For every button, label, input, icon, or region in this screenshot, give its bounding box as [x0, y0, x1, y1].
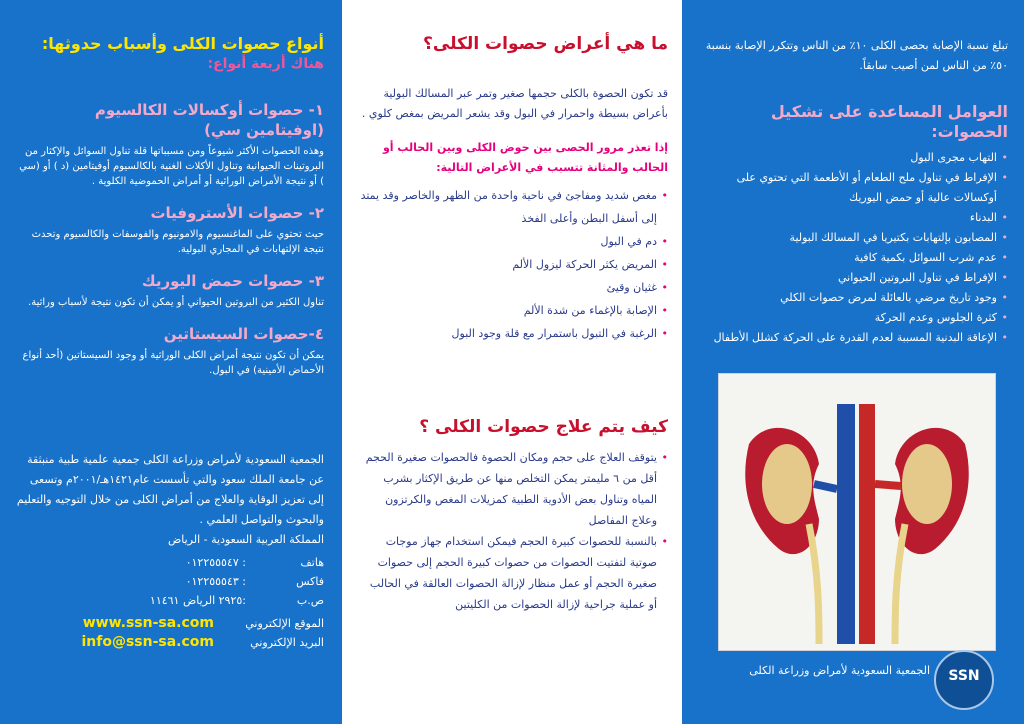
symptoms-title: ما هي أعراض حصوات الكلى؟ [423, 34, 668, 54]
stone-type-body: تناول الكثير من البروتين الحيواني أو يمكن أن تكون نتيجة لأسباب وراثية. [28, 297, 324, 308]
stone-type-body: يمكن أن تكون نتيجة أمراض الكلى الوراثية أو وجود السيستاتين (أحد أنواع الأحماض الأمينية) في البول. [22, 350, 324, 376]
kidney-stone-types-panel [0, 0, 342, 724]
list-item: • البدناء [700, 208, 1008, 228]
list-item: • بالنسبة للحصوات كبيرة الحجم فيمكن استخدام جهاز موجات صوتية لتفتيت الحصوات من حصوات كبيرة الحجم إلى حصوات صغيرة الحجم أو عمل منظار لإزالة الحصوات العالقة في الحالب أو عملية جراحية لإزالة الحصوات من الكليتين [360, 531, 668, 615]
treatment-title: كيف يتم علاج حصوات الكلى ؟ [419, 417, 668, 437]
phone-label: هاتف [300, 556, 324, 569]
list-item: • التهاب مجرى البول [700, 148, 1008, 168]
website-link[interactable]: www.ssn-sa.com [82, 615, 214, 631]
email-label: البريد الإلكتروني [250, 636, 324, 649]
fax-label: فاكس [296, 575, 324, 588]
pobox-value: :٢٩٢٥ الرياض ١١٤٦١ [149, 594, 246, 607]
stone-type-heading: ٤-حصوات السيستاتين [163, 325, 324, 343]
list-item: • دم في البول [360, 230, 668, 253]
symptoms-emphasis: إذا تعذر مرور الحصى بين حوض الكلى وبين الحالب أو الحالب والمثانة تتسبب في الأعراض التالية: [382, 141, 668, 174]
stone-type-body: وهذه الحصوات الأكثر شيوعاً ومن مسبباتها قلة تناول السوائل والإكثار من البروتينات الحيوانية وتناول الأكلات الغنية بالكالسيوم أوفيتامين (د ) أو (سي ) أو نتيجة الأمراض الوراثية أو أمراض الحموضية الكلوية . [19, 146, 324, 187]
list-item: • المريض يكثر الحركة ليزول الألم [360, 253, 668, 276]
symptoms-intro: قد تكون الحصوة بالكلى حجمها صغير وتمر عبر المسالك البولية بأعراض بسيطة واحمرار في البول وقد يشعر المريض بمغص كلوي . [361, 87, 668, 120]
website-label: الموقع الإلكتروني [245, 617, 324, 630]
fax-value: : ٠١٢٢٥٥٥٤٣ [185, 575, 246, 588]
stone-type-heading: ٢- حصوات الأستروفيات [150, 204, 324, 222]
list-item: • كثرة الجلوس وعدم الحركة [700, 308, 1008, 328]
association-footer: الجمعية السعودية لأمراض وزراعة الكلى [749, 664, 930, 677]
list-item: • الإفراط في تناول البروتين الحيواني [700, 268, 1008, 288]
contact-website [14, 614, 324, 633]
contact-fax [14, 572, 324, 591]
types-subtitle: هناك أربعة أنواع: [207, 56, 324, 72]
pobox-label: ص.ب [296, 594, 324, 607]
incidence-intro: تبلغ نسبة الإصابة بحصى الكلى ١٠٪ من الناس وتتكرر الإصابة بنسبة ٥٠٪ من الناس لمن أصيب سابقاً. [705, 39, 1008, 72]
association-about: الجمعية السعودية لأمراض وزراعة الكلى جمعية علمية طبية منبثقة عن جامعة الملك سعود والتي تأسست عام١٤٢١هـ/٢٠٠١م وتسعى إلى تعزيز الوقاية والعلاج من أمراض الكلى من خلال التوجيه والتعليم والبحوث والتواصل العلمي . [16, 453, 324, 526]
kidney-model-image [718, 373, 996, 651]
ssn-logo [934, 650, 994, 710]
kidney-illustration [719, 374, 995, 650]
stone-type-1 [14, 100, 324, 189]
list-item: • وجود تاريخ مرضي بالعائلة لمرض حصوات الكلي [700, 288, 1008, 308]
contact-pobox [14, 591, 324, 610]
symptoms-list [360, 184, 668, 345]
email-link[interactable]: info@ssn-sa.com [81, 634, 214, 650]
list-item: • مغص شديد ومفاجئ في ناحية واحدة من الظهر والخاصر وقد يمتد إلى أسفل البطن وأعلى الفخذ [360, 184, 668, 230]
factors-list [700, 148, 1008, 348]
stone-type-heading: ٣- حصوات حمض اليوريك [141, 272, 324, 290]
list-item: • الرغبة في التبول باستمرار مع قلة وجود البول [360, 322, 668, 345]
association-location: المملكة العربية السعودية - الرياض [167, 533, 324, 546]
logo-text: SSN [948, 668, 980, 684]
list-item: • يتوقف العلاج على حجم ومكان الحصوة فالحصوات صغيرة الحجم أقل من ٦ مليمتر يمكن التخلص منها عن طريق الإكثار بشرب المياه وتناول بعض الأدوية الطبية كمزيلات المغص والكرتزون وعلاج المفاصل [360, 447, 668, 531]
stone-type-2 [14, 203, 324, 257]
factors-title: العوامل المساعدة على تشكيل الحصوات: [770, 102, 1008, 141]
stone-type-heading: ١- حصوات أوكسالات الكالسيوم (اوفيتامين سي) [94, 101, 324, 139]
list-item: • غثيان وقيئ [360, 276, 668, 299]
list-item: • الإعاقة البدنية المسببة لعدم القدرة على الحركة كشلل الأطفال [700, 328, 1008, 348]
list-item: • الإفراط في تناول ملح الطعام أو الأطعمة التي تحتوي على أوكسالات عالية أو حمض اليوريك [700, 168, 1008, 208]
contact-phone [14, 553, 324, 572]
phone-value: : ٠١٢٢٥٥٥٤٧ [185, 556, 246, 569]
contact-email [14, 633, 324, 652]
list-item: • الإصابة بالإغماء من شدة الألم [360, 299, 668, 322]
symptoms-treatment-panel [342, 0, 682, 724]
types-title: أنواع حصوات الكلى وأسباب حدوثها: [41, 34, 324, 53]
treatment-list [360, 447, 668, 615]
stone-type-4 [14, 324, 324, 378]
list-item: • المصابون بإلتهابات بكتيريا في المسالك البولية [700, 228, 1008, 248]
stone-type-3 [14, 271, 324, 310]
stone-type-body: حيث تحتوي على الماغنسيوم والامونيوم والفوسفات والكالسيوم وتحدث نتيجة الإلتهابات في المجاري البولية. [31, 229, 324, 255]
association-contact-block [14, 450, 324, 652]
list-item: • عدم شرب السوائل بكمية كافية [700, 248, 1008, 268]
